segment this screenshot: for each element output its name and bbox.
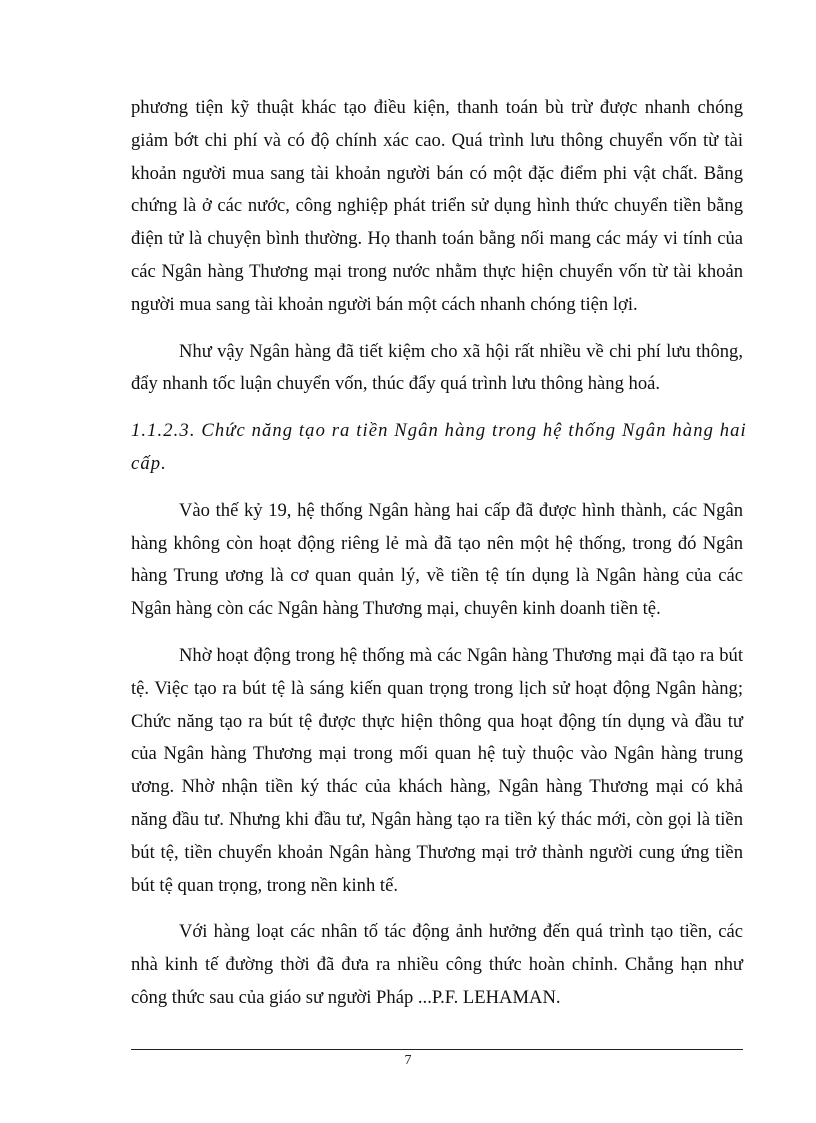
paragraph-line: chứng là ở các nước, công nghiệp phát triển sử dụng hình thức chuyển tiền bằng — [131, 195, 743, 217]
paragraph-gap — [131, 481, 743, 495]
paragraph-gap — [131, 626, 743, 640]
paragraph-line: Vào thế kỷ 19, hệ thống Ngân hàng hai cấp đã được hình thành, các Ngân — [179, 499, 743, 521]
paragraph-line: nhà kinh tế đường thời đã đưa ra nhiều công thức hoàn chỉnh. Chẳng hạn như — [131, 954, 743, 976]
paragraph-line: giảm bớt chi phí và có độ chính xác cao. Quá trình lưu thông chuyển vốn từ tài — [131, 129, 743, 151]
paragraph-line: bút tệ quan trọng, trong nền kinh tế. — [131, 874, 398, 896]
paragraph-line: hàng Trung ương là cơ quan quản lý, về tiền tệ tín dụng là Ngân hàng của các — [131, 565, 743, 587]
paragraph-line: Chức năng tạo ra bút tệ được thực hiện thông qua hoạt động tín dụng và đầu tư — [131, 710, 743, 732]
paragraph-line: năng đầu tư. Nhưng khi đầu tư, Ngân hàng tạo ra tiền ký thác mới, còn gọi là tiền — [131, 808, 743, 830]
paragraph-gap — [131, 322, 743, 336]
paragraph-line: hàng không còn hoạt động riêng lẻ mà đã tạo nên một hệ thống, trong đó Ngân — [131, 532, 743, 554]
paragraph-line: Nhờ hoạt động trong hệ thống mà các Ngân hàng Thương mại đã tạo ra bút — [179, 644, 743, 666]
paragraph-2 — [131, 336, 743, 402]
paragraph-line: các Ngân hàng Thương mại trong nước nhằm thực hiện chuyển vốn từ tài khoản — [131, 260, 743, 282]
paragraph-line: Ngân hàng còn các Ngân hàng Thương mại, chuyên kinh doanh tiền tệ. — [131, 598, 661, 620]
paragraph-4 — [131, 640, 743, 902]
paragraph-3 — [131, 495, 743, 626]
paragraph-line: công thức sau của giáo sư người Pháp ...P.F. LEHAMAN. — [131, 986, 561, 1008]
footer-divider — [131, 1049, 743, 1050]
paragraph-1 — [131, 92, 743, 322]
paragraph-5 — [131, 916, 743, 1014]
paragraph-gap — [131, 401, 743, 415]
heading-line: 1.1.2.3. Chức năng tạo ra tiền Ngân hàng trong hệ thống Ngân hàng hai — [131, 420, 747, 442]
page-body — [131, 92, 747, 1015]
paragraph-line: Với hàng loạt các nhân tố tác động ảnh hưởng đến quá trình tạo tiền, các — [179, 921, 743, 943]
section-heading — [131, 415, 747, 481]
paragraph-line: Như vậy Ngân hàng đã tiết kiệm cho xã hội rất nhiều về chi phí lưu thông, — [179, 340, 743, 362]
paragraph-line: đẩy nhanh tốc luận chuyển vốn, thúc đẩy quá trình lưu thông hàng hoá. — [131, 373, 661, 395]
paragraph-line: của Ngân hàng Thương mại trong mối quan hệ tuỳ thuộc vào Ngân hàng trung — [131, 743, 743, 765]
paragraph-gap — [131, 902, 743, 916]
paragraph-line: tệ. Việc tạo ra bút tệ là sáng kiến quan trọng trong lịch sử hoạt động Ngân hàng; — [131, 677, 743, 699]
heading-line: cấp. — [131, 452, 167, 474]
paragraph-line: người mua sang tài khoản người bán một cách nhanh chóng tiện lợi. — [131, 293, 638, 315]
paragraph-line: điện tử là chuyện bình thường. Họ thanh toán bằng nối mang các máy vi tính của — [131, 228, 743, 250]
paragraph-line: ương. Nhờ nhận tiền ký thác của khách hàng, Ngân hàng Thương mại có khả — [131, 776, 743, 798]
paragraph-line: khoản người mua sang tài khoản người bán có một đặc điểm phi vật chất. Bằng — [131, 162, 743, 184]
paragraph-line: bút tệ, tiền chuyển khoản Ngân hàng Thương mại trở thành người cung ứng tiền — [131, 841, 743, 863]
page-number: 7 — [404, 1053, 412, 1068]
paragraph-line: phương tiện kỹ thuật khác tạo điều kiện, thanh toán bù trừ được nhanh chóng — [131, 97, 743, 118]
